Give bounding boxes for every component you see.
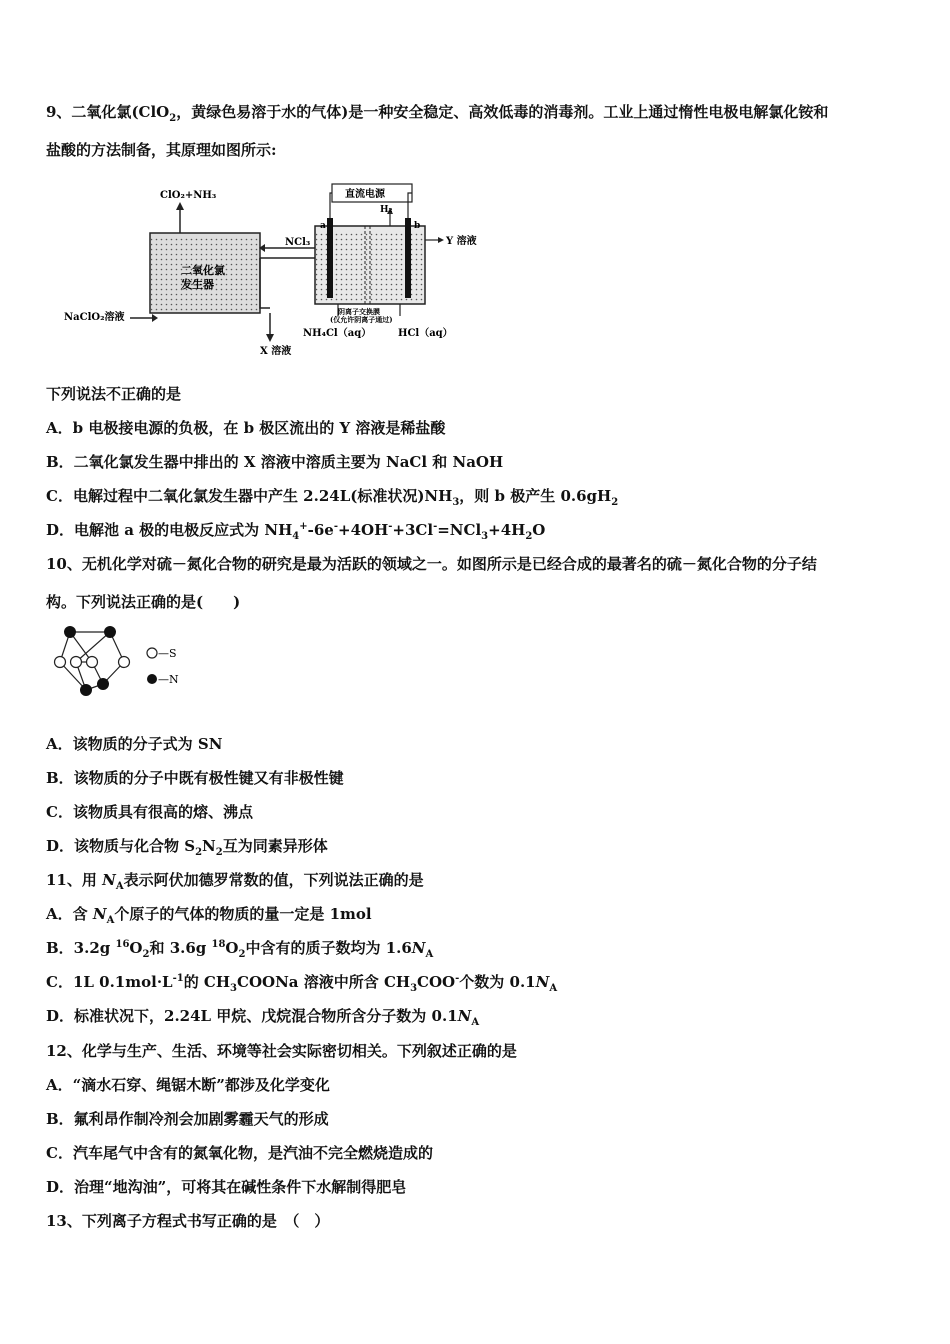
- label-h2: H₂: [380, 205, 393, 215]
- label-naclo2: NaClO₂溶液: [64, 312, 125, 323]
- q9-option-d: D．电解池 a 极的电极反应式为 $NH_4^+-6e^-+4OH^-+3Cl^-=NCl_3+4H_2O$: [46, 521, 546, 542]
- label-electrode-b: b: [414, 221, 421, 231]
- label-y-solution: Y 溶液: [446, 236, 477, 247]
- label-membrane2: (仅允许阴离子通过): [330, 315, 393, 324]
- q9-option-b: B．二氧化氯发生器中排出的 X 溶液中溶质主要为 NaCl 和 NaOH: [46, 453, 504, 471]
- q11-option-a: A．含 $N_A$个原子的气体的物质的量一定是 1mol: [46, 905, 372, 926]
- s-atom-icon: [87, 657, 98, 668]
- n-atom-icon: [97, 678, 109, 690]
- label-x-solution: X 溶液: [260, 346, 292, 357]
- q11-stem: 11、用 $N_A$表示阿伏加德罗常数的值，下列说法正确的是: [46, 871, 424, 892]
- q9-option-c: C．电解过程中二氧化氯发生器中产生 2.24L(标准状况)$NH_3$，则 b 极产生 $0.6gH_2$: [46, 487, 619, 508]
- label-clo2-nh3: ClO₂+NH₃: [160, 190, 217, 201]
- q9-stem-line1: 9、二氧化氯(ClO$_2$，黄绿色易溶于水的气体)是一种安全稳定、高效低毒的消毒剂。工业上通过惰性电极电解氯化铵和: [46, 103, 829, 124]
- q10-option-b: B．该物质的分子中既有极性键又有非极性键: [46, 769, 344, 787]
- q13-stem: 13、下列离子方程式书写正确的是 （ ）: [46, 1212, 330, 1230]
- label-ncl3: NCl₃: [285, 237, 311, 248]
- q11-option-c: C．1L $0.1mol\cdot L^{-1}$的 $CH_3COONa$ 溶液中所含 $CH_3COO^-$个数为 $0.1N_A$: [46, 973, 558, 994]
- q12-option-d: D．治理“地沟油”，可将其在碱性条件下水解制得肥皂: [46, 1178, 407, 1196]
- legend-n-label: —N: [158, 673, 179, 686]
- q12-option-a: A．“滴水石穿、绳锯木断”都涉及化学变化: [46, 1076, 330, 1094]
- q9-option-a: A．b 电极接电源的负极，在 b 极区流出的 Y 溶液是稀盐酸: [46, 419, 446, 437]
- label-electrode-a: a: [320, 221, 326, 231]
- s-atom-icon: [55, 657, 66, 668]
- legend-s-label: —S: [158, 647, 177, 660]
- legend-n-icon: [147, 674, 157, 684]
- q10-option-a: A．该物质的分子式为 SN: [46, 735, 223, 753]
- q9-prompt: 下列说法不正确的是: [46, 385, 182, 403]
- q10-option-c: C．该物质具有很高的熔、沸点: [46, 803, 253, 821]
- q9-stem-line2: 盐酸的方法制备，其原理如图所示:: [46, 141, 277, 159]
- q11-option-b: B．3.2g $^{16}O_2$和 3.6g $^{18}O_2$中含有的质子数均为 $1.6N_A$: [46, 939, 434, 960]
- q10-stem-line2: 构。下列说法正确的是( ): [46, 593, 241, 611]
- label-generator1: 二氧化氯: [181, 264, 225, 277]
- n-atom-icon: [104, 626, 116, 638]
- s-atom-icon: [119, 657, 130, 668]
- q12-option-b: B．氟利昂作制冷剂会加剧雾霾天气的形成: [46, 1110, 329, 1128]
- label-generator2: 发生器: [181, 278, 214, 291]
- label-hcl: HCl（aq）: [398, 328, 453, 339]
- s4n4-structure: [48, 622, 198, 700]
- label-membrane1: 阴离子交换膜: [338, 307, 380, 316]
- q12-option-c: C．汽车尾气中含有的氮氧化物，是汽油不完全燃烧造成的: [46, 1144, 433, 1162]
- legend-s-icon: [147, 648, 157, 658]
- q12-stem: 12、化学与生产、生活、环境等社会实际密切相关。下列叙述正确的是: [46, 1042, 517, 1060]
- q11-option-d: D．标准状况下，2.24L 甲烷、戊烷混合物所含分子数为 $0.1N_A$: [46, 1007, 480, 1028]
- q10-option-d: D．该物质与化合物 $S_2N_2$互为同素异形体: [46, 837, 328, 858]
- n-atom-icon: [64, 626, 76, 638]
- label-nh4cl: NH₄Cl（aq）: [303, 328, 372, 339]
- electrolysis-diagram: [60, 178, 480, 360]
- s-atom-icon: [71, 657, 82, 668]
- n-atom-icon: [80, 684, 92, 696]
- label-power: 直流电源: [345, 189, 385, 200]
- q10-stem-line1: 10、无机化学对硫－氮化合物的研究是最为活跃的领域之一。如图所示是已经合成的最著名的硫－氮化合物的分子结: [46, 555, 817, 573]
